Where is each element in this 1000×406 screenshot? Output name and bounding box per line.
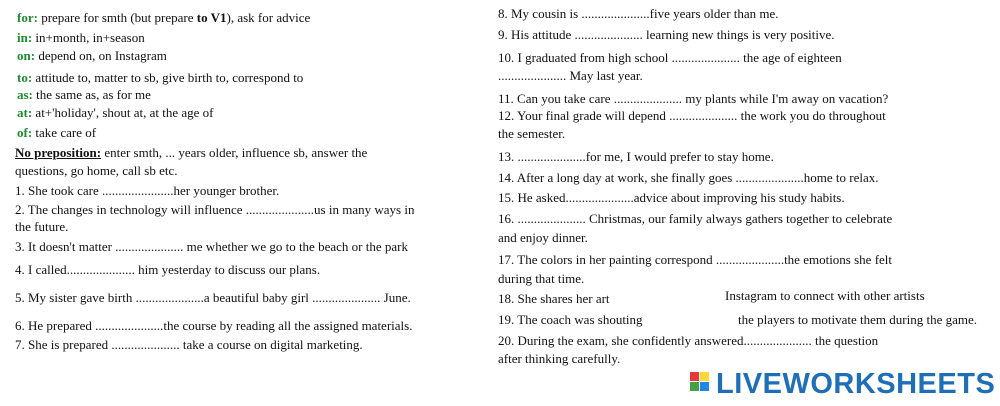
question-19-end: the players to motivate them during the game.	[738, 312, 977, 327]
question-4: 4. I called..................... him yesterday to discuss our plans.	[15, 262, 321, 277]
rule-no-preposition-cont: questions, go home, call sb etc.	[15, 163, 178, 178]
rule-in	[17, 30, 145, 46]
rule-text: attitude to, matter to sb, give birth to, correspond to	[32, 70, 304, 85]
question-15: 15. He asked.....................advice about improving his study habits.	[498, 190, 845, 205]
question-6: 6. He prepared .....................the course by reading all the assigned materials.	[15, 318, 413, 333]
question-20: 20. During the exam, she confidently answered..................... the question	[498, 333, 879, 348]
question-2-cont: the future.	[15, 219, 69, 234]
rule-key: on:	[17, 48, 36, 63]
question-12-cont: the semester.	[498, 126, 566, 141]
question-18-end: Instagram to connect with other artists	[725, 288, 925, 303]
question-10: 10. I graduated from high school ..................... the age of eighteen	[498, 50, 842, 65]
logo-text: LIVEWORKSHEETS	[716, 368, 996, 400]
rule-key: No preposition:	[15, 145, 102, 160]
rule-at	[17, 105, 214, 121]
rule-text: at+'holiday', shout at, at the age of	[32, 105, 214, 120]
question-7: 7. She is prepared ..................... take a course on digital marketing.	[15, 337, 363, 352]
rule-to	[17, 70, 303, 86]
question-2: 2. The changes in technology will influence .....................us in many ways in	[15, 202, 415, 217]
question-13: 13. .....................for me, I would prefer to stay home.	[498, 149, 774, 164]
rule-key: for:	[17, 10, 38, 25]
question-11: 11. Can you take care ..................... my plants while I'm away on vacation?	[498, 91, 889, 106]
rule-key: at:	[17, 105, 33, 120]
rule-of	[17, 125, 96, 141]
question-16: 16. ..................... Christmas, our family always gathers together to celebrate	[498, 211, 893, 226]
question-12: 12. Your final grade will depend ..................... the work you do throughout	[498, 108, 886, 123]
rule-for	[17, 10, 310, 26]
rule-text: take care of	[32, 125, 97, 140]
question-1: 1. She took care ......................her younger brother.	[15, 183, 280, 198]
rule-key: as:	[17, 87, 33, 102]
rule-on	[17, 48, 167, 64]
rule-key: in:	[17, 30, 33, 45]
question-17: 17. The colors in her painting correspond .....................the emotions she felt	[498, 252, 893, 267]
liveworksheets-logo	[690, 367, 995, 401]
question-8: 8. My cousin is .....................five years older than me.	[498, 6, 779, 21]
question-17-cont: during that time.	[498, 271, 585, 286]
question-18: 18. She shares her art	[498, 291, 610, 306]
rule-text: depend on, on Instagram	[35, 48, 167, 63]
question-20-cont: after thinking carefully.	[498, 351, 621, 366]
rule-bold: to V1	[196, 10, 227, 25]
question-14: 14. After a long day at work, she finally goes .....................home to relax.	[498, 170, 879, 185]
rule-key: of:	[17, 125, 33, 140]
logo-cubes-icon	[690, 370, 712, 398]
rule-text: in+month, in+season	[32, 30, 145, 45]
question-3: 3. It doesn't matter ..................... me whether we go to the beach or the park	[15, 239, 408, 254]
rule-text: prepare for smth (but prepare	[37, 10, 197, 25]
question-19: 19. The coach was shouting	[498, 312, 643, 327]
question-16-cont: and enjoy dinner.	[498, 230, 588, 245]
rule-text: ), ask for advice	[226, 10, 311, 25]
question-10-cont: ..................... May last year.	[498, 68, 643, 83]
rule-no-preposition	[15, 145, 367, 161]
rule-text: enter smth, ... years older, influence sb, answer the	[101, 145, 368, 160]
question-9: 9. His attitude ..................... learning new things is very positive.	[498, 27, 835, 42]
rule-text: the same as, as for me	[32, 87, 151, 102]
rule-as	[17, 87, 151, 103]
question-5: 5. My sister gave birth .....................a beautiful baby girl ..................... June.	[15, 290, 411, 305]
rule-key: to:	[17, 70, 33, 85]
